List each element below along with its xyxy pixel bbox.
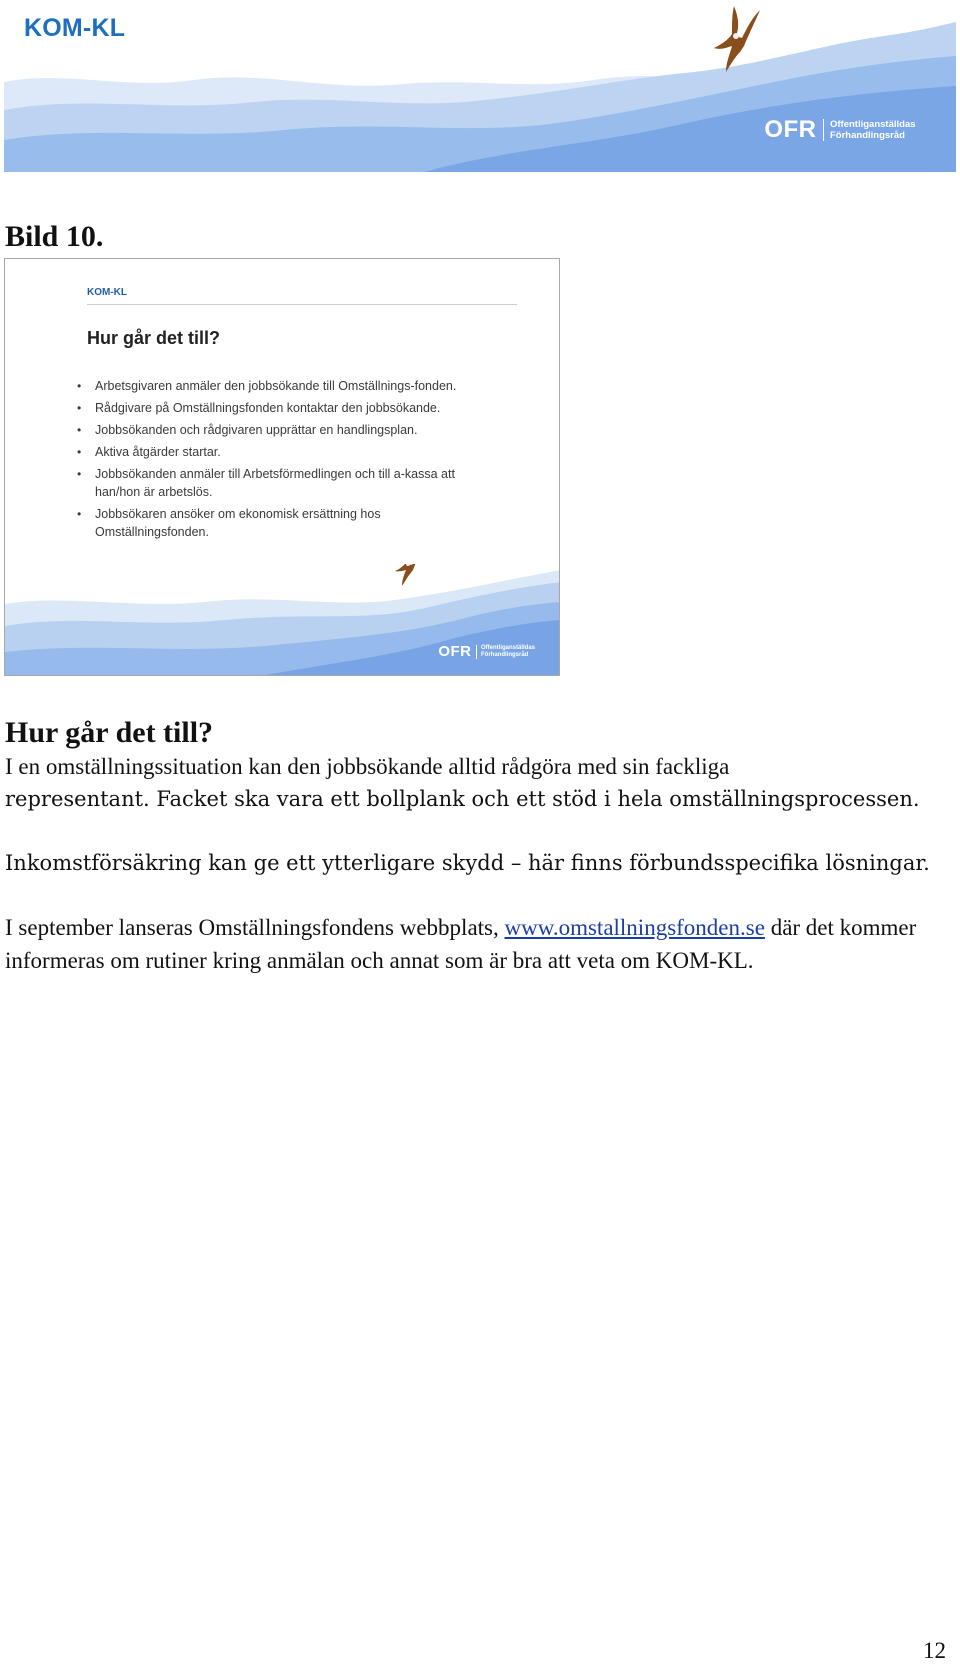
figure-caption: Bild 10. [5, 220, 104, 253]
header-banner [4, 0, 956, 172]
slide-ofr-logo-name-line1: Offentliganställdas [481, 644, 536, 651]
slide-divider [87, 304, 517, 305]
slide-bullet: • Rådgivare på Omställningsfonden kontaktar den jobbsökande. [77, 399, 497, 417]
header-title: KOM-KL [24, 14, 126, 42]
paragraph-website-text: I september lanseras Omställningsfondens webbplats, [5, 915, 505, 940]
slide-ofr-logo-name-line2: Förhandlingsråd [481, 651, 529, 658]
slide-ofr-logo-name [481, 645, 547, 659]
slide-image [4, 258, 560, 676]
paragraph-website-text-end: där det kommer informeras om rutiner kring anmälan och annat som är bra att veta om KOM-KL. [5, 915, 917, 973]
slide-ofr-logo-divider [476, 645, 478, 659]
paragraph-line: I en omställningssituation kan den jobbsökande alltid rådgöra med sin fackliga [5, 754, 730, 779]
slide-bullet: • Jobbsökanden och rådgivaren upprättar en handlingsplan. [77, 421, 497, 439]
section-heading: Hur går det till? [5, 716, 214, 749]
slide-header-label: KOM-KL [87, 287, 127, 298]
ofr-logo-name-line1: Offentliganställdas [830, 119, 916, 130]
eagle-icon [714, 6, 760, 72]
page-number: 12 [923, 1638, 946, 1663]
mountain-banner-graphic [4, 0, 956, 172]
slide-ofr-logo-mark: OFR [438, 643, 472, 660]
slide-title: Hur går det till? [87, 328, 221, 348]
slide-ofr-logo [438, 643, 547, 660]
slide-bullet: • Aktiva åtgärder startar. [77, 443, 497, 461]
paragraph-insurance: Inkomstförsäkring kan ge ett ytterligare skydd – här finns förbundsspecifika lösningar. [5, 851, 930, 875]
website-link[interactable]: www.omstallningsfonden.se [504, 915, 765, 940]
slide-bullet: • Jobbsökanden anmäler till Arbetsförmedlingen och till a-kassa att han/hon är arbetslös. [77, 465, 497, 501]
ofr-logo-divider [823, 119, 825, 141]
eagle-icon [395, 564, 423, 586]
body-section [5, 716, 950, 977]
ofr-logo-name-line2: Förhandlingsråd [830, 130, 905, 141]
slide-bullet-list [77, 377, 497, 545]
slide-bullet: • Arbetsgivaren anmäler den jobbsökande till Omställnings-fonden. [77, 377, 497, 395]
ofr-logo-name [830, 119, 930, 141]
ofr-logo-mark: OFR [764, 116, 817, 143]
slide-bullet: • Jobbsökaren ansöker om ekonomisk ersättning hos Omställningsfonden. [77, 505, 497, 541]
paragraph-line: representant. Facket ska vara ett bollplank och ett stöd i hela omställningsprocessen. [5, 787, 920, 811]
ofr-logo [764, 116, 930, 144]
paragraph-website [5, 911, 950, 977]
